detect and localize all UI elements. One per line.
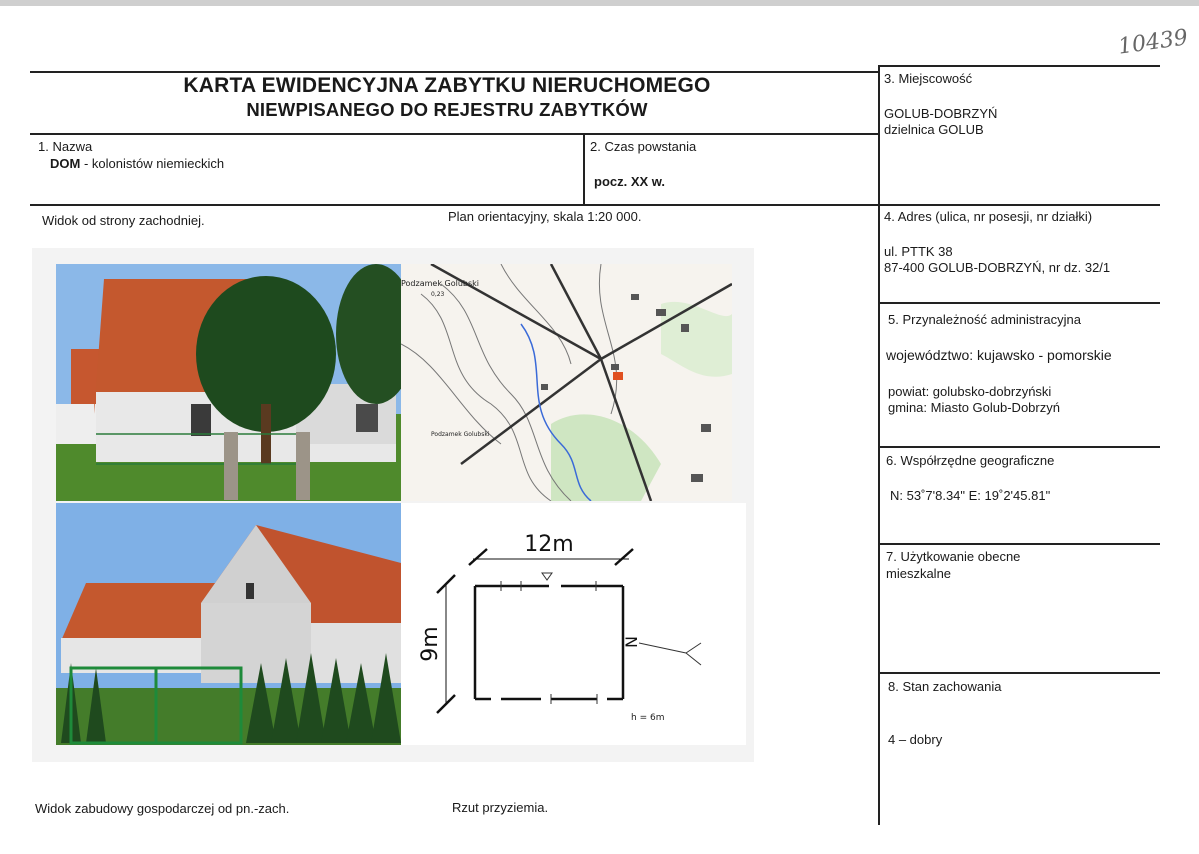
rule-right-6 bbox=[880, 543, 1160, 545]
powiat-value: powiat: golubsko-dobrzyński bbox=[888, 384, 1052, 399]
adres-line1: ul. PTTK 38 bbox=[884, 244, 953, 259]
scan-edge bbox=[0, 0, 1199, 6]
handwritten-number: 10439 bbox=[1116, 25, 1190, 60]
miejscowosc-line2: dzielnica GOLUB bbox=[884, 122, 984, 137]
caption-rzut: Rzut przyziemia. bbox=[452, 800, 549, 815]
floor-plan-drawing bbox=[401, 503, 746, 745]
gmina-value: gmina: Miasto Golub-Dobrzyń bbox=[888, 400, 1060, 415]
caption-widok-gospodarczy: Widok zabudowy gospodarczej od pn.-zach. bbox=[35, 801, 290, 816]
location-map bbox=[401, 264, 732, 501]
map-label-podzamek-1: Podzamek Golubski bbox=[401, 279, 479, 288]
miejscowosc-line1: GOLUB-DOBRZYŃ bbox=[884, 106, 998, 121]
plan-depth-label: 9m bbox=[418, 626, 443, 662]
rule-right-5 bbox=[880, 446, 1160, 448]
rule-vertical-czas bbox=[583, 133, 585, 205]
uzytkowanie-value: mieszkalne bbox=[886, 566, 952, 581]
czas-value: pocz. XX w. bbox=[594, 174, 666, 189]
farm-buildings-photo bbox=[56, 503, 401, 745]
caption-widok-zachodni: Widok od strony zachodniej. bbox=[42, 213, 205, 228]
adres-label: 4. Adres (ulica, nr posesji, nr działki) bbox=[884, 209, 1093, 224]
rule-right-4 bbox=[880, 302, 1160, 304]
uzytkowanie-label: 7. Użytkowanie obecne bbox=[886, 549, 1021, 564]
caption-plan: Plan orientacyjny, skala 1:20 000. bbox=[448, 209, 642, 224]
wspolrzedne-value: N: 53˚7'8.34" E: 19˚2'45.81" bbox=[890, 488, 1051, 503]
card-title-line2: NIEWPISANEGO DO REJESTRU ZABYTKÓW bbox=[246, 99, 648, 120]
czas-label: 2. Czas powstania bbox=[590, 139, 697, 154]
rule-top-right bbox=[880, 65, 1160, 67]
rule-vertical-main bbox=[878, 65, 880, 825]
wojewodztwo-value: województwo: kujawsko - pomorskie bbox=[886, 347, 1112, 363]
house-west-photo bbox=[56, 264, 401, 501]
plan-height-note: h = 6m bbox=[631, 713, 665, 723]
nazwa-value-rest: - kolonistów niemieckich bbox=[80, 156, 225, 171]
card-title-line1: KARTA EWIDENCYJNA ZABYTKU NIERUCHOMEGO bbox=[183, 74, 711, 97]
nazwa-value-bold: DOM bbox=[50, 156, 81, 171]
rule-mid bbox=[30, 204, 1160, 206]
plan-width-label: 12m bbox=[524, 532, 574, 557]
adres-line2: 87-400 GOLUB-DOBRZYŃ, nr dz. 32/1 bbox=[884, 260, 1111, 275]
map-label-podzamek-2: Podzamek Golubski bbox=[431, 431, 490, 438]
nazwa-value bbox=[50, 156, 224, 171]
miejscowosc-label: 3. Miejscowość bbox=[884, 71, 973, 86]
map-label-elevation: 0,23 bbox=[431, 291, 445, 298]
przynaleznosc-label: 5. Przynależność administracyjna bbox=[888, 312, 1081, 327]
stan-label: 8. Stan zachowania bbox=[888, 679, 1002, 694]
stan-value: 4 – dobry bbox=[888, 732, 943, 747]
rule-top bbox=[30, 71, 878, 73]
wspolrzedne-label: 6. Współrzędne geograficzne bbox=[886, 453, 1055, 468]
nazwa-label: 1. Nazwa bbox=[38, 139, 93, 154]
rule-under-title bbox=[30, 133, 880, 135]
rule-right-7 bbox=[880, 672, 1160, 674]
north-arrow-label: N bbox=[622, 636, 641, 648]
